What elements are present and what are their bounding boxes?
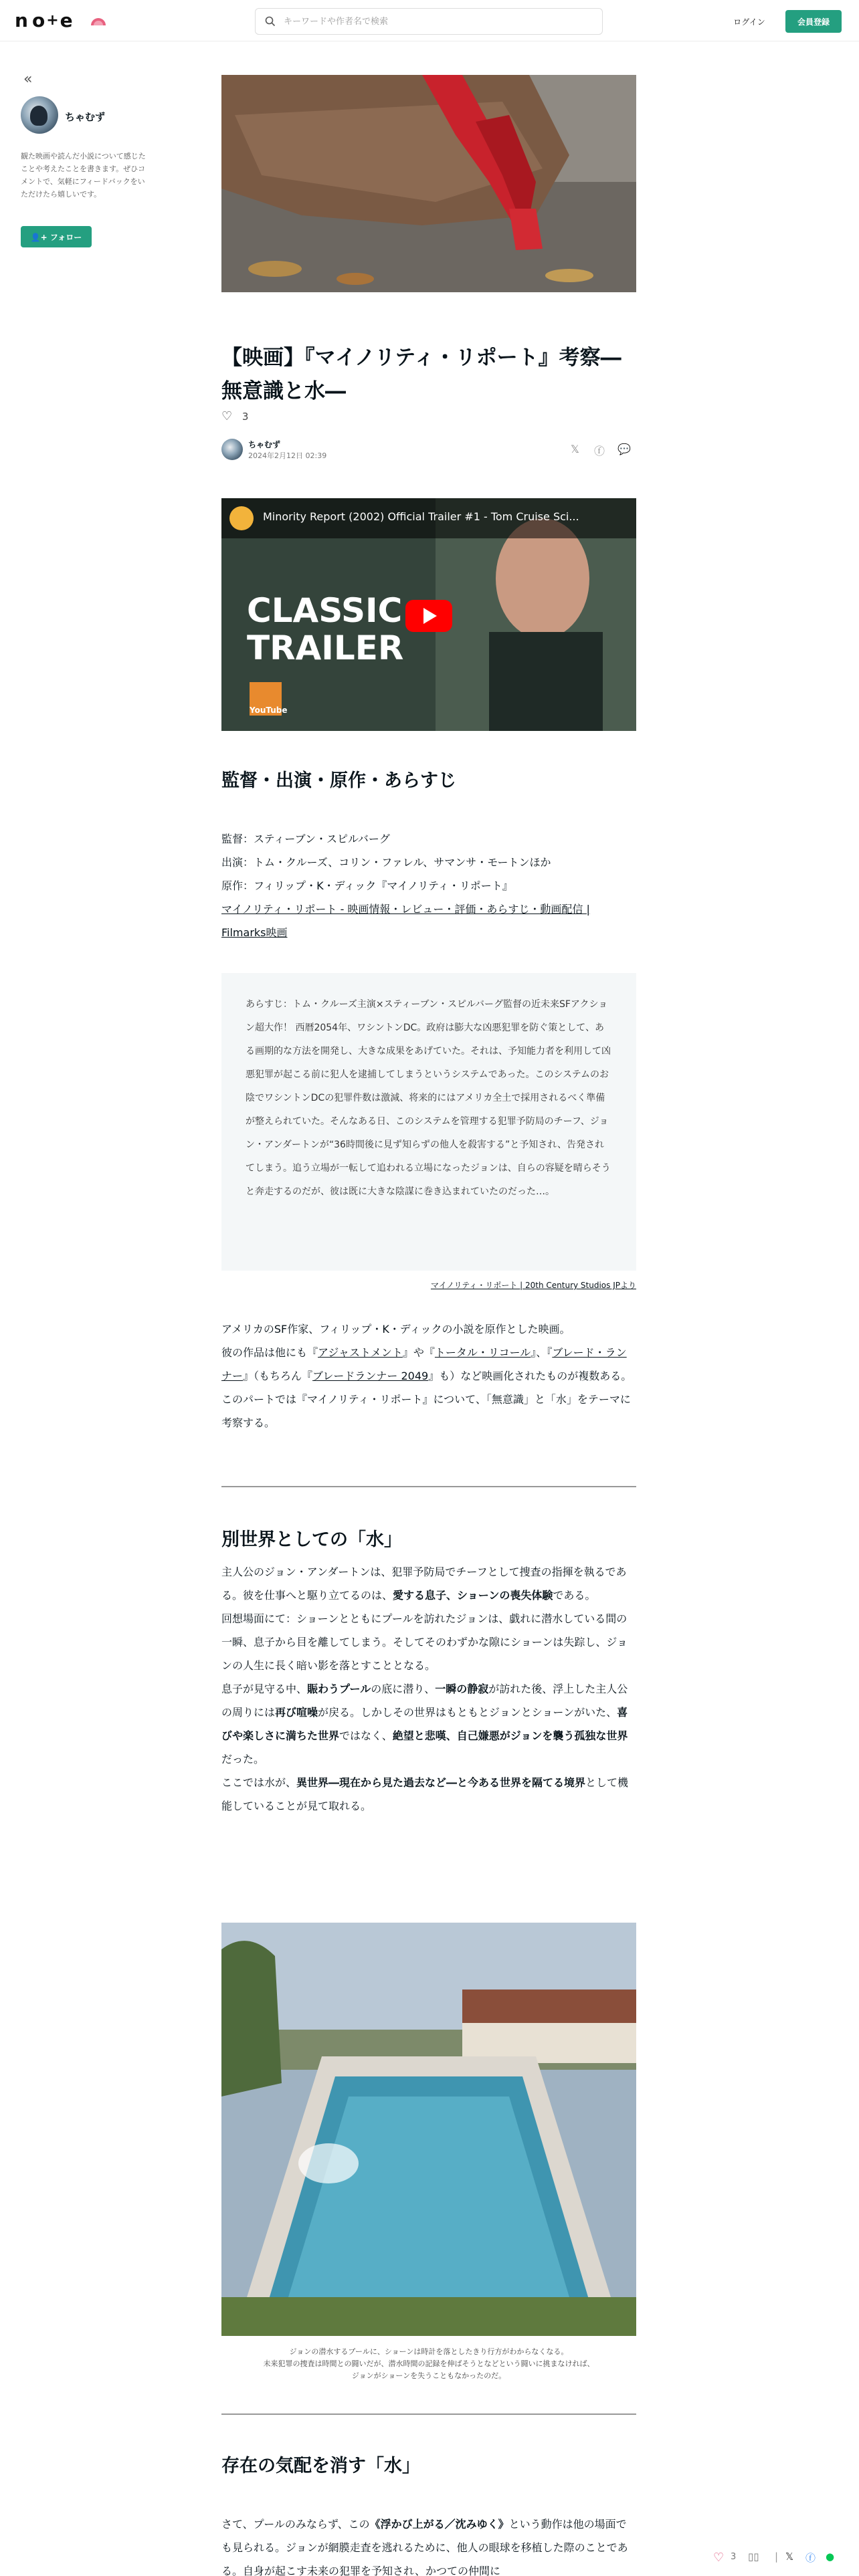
- article-title: 【映画】『マイノリティ・リポート』考察―無意識と水―: [221, 346, 622, 403]
- body-bold: 絶望と悲嘆、自己嫌悪がジョンを襲う孤独な世界: [392, 1729, 628, 1742]
- article-meta: [221, 439, 636, 463]
- creator-name[interactable]: ちゃむず: [65, 111, 106, 123]
- search-box[interactable]: [255, 8, 603, 35]
- floating-action-bar: [708, 2551, 859, 2569]
- synopsis-quote: あらすじ：トム・クルーズ主演×スティーブン・スピルバーグ監督の近未来SFアクション超大作！ 西暦2054年、ワシントンDC。政府は膨大な凶悪犯罪を防ぐ策として、ある画期的な方法を開発し、大きな成果をあげていた。それは、予知能力者を利用して凶悪犯罪が起こる前に犯人を逮捕してしまうというシステムであった。このシステムのお陰でワシントンDCの犯罪件数は激減、将来的にはアメリカ全土で採用されるべく準備が整えられていた。そんなある日、このシステムを管理する犯罪予防局のチーフ、ジョン・アンダートンが“36時間後に見ず知らずの他人を殺害する”と予知され、告発されてしまう。追う立場が一転して追われる立場になったジョンは、自らの容疑を晴らそうと奔走するのだが、彼は既に大きな陰謀に巻き込まれていたのだった…。: [221, 973, 636, 1271]
- collapse-sidebar-icon[interactable]: «: [23, 71, 33, 88]
- like-count[interactable]: 3: [242, 411, 249, 423]
- body-text: 主人公のジョン・アンダートンは、犯罪予防局でチーフとして捜査の指揮を執るである。彼を仕事へと駆り立てるのは、: [221, 1566, 627, 1602]
- youtube-embed[interactable]: [221, 498, 636, 731]
- creator-avatar[interactable]: [21, 96, 58, 134]
- follow-button[interactable]: [21, 226, 92, 247]
- x-share-icon[interactable]: 𝕏: [571, 443, 579, 455]
- body-bold: 賑わうプール: [307, 1683, 371, 1695]
- coat-and-scarf-image: [221, 75, 636, 292]
- publish-date: 2024年2月12日 02:39: [248, 451, 327, 460]
- citation-link[interactable]: マイノリティ・リポート | 20th Century Studios JPより: [430, 1281, 636, 1290]
- add-user-icon: 👤+: [30, 232, 50, 242]
- intro-line1: アメリカのSF作家、フィリップ・K・ディックの小説を原作とした映画。: [221, 1323, 571, 1335]
- link-blade-runner[interactable]: ブレード・ランナー: [221, 1346, 627, 1382]
- pool-image: [221, 1923, 636, 2336]
- signup-button[interactable]: 会員登録: [785, 10, 842, 33]
- body-text: ではなく、: [339, 1729, 393, 1742]
- search-icon: [265, 16, 276, 27]
- credits-original: 原作：フィリップ・K・ディック『マイノリティ・リポート』: [221, 879, 513, 892]
- heart-icon[interactable]: ♡: [713, 2551, 725, 2565]
- link-adjustment[interactable]: アジャストメント: [318, 1346, 403, 1359]
- body-bold: 一瞬の静寂: [435, 1683, 489, 1695]
- line-share-icon[interactable]: ●: [826, 2551, 835, 2563]
- intro-text: 』、『: [531, 1346, 553, 1359]
- pool-caption: [221, 2346, 636, 2382]
- section2-body: [221, 1560, 636, 1818]
- intro-text: 』も）など映画化されたものが複数ある。: [428, 1370, 632, 1382]
- login-button[interactable]: ログイン: [723, 12, 776, 31]
- follow-label: フォロー: [50, 232, 82, 242]
- body-text: だった。: [221, 1753, 265, 1765]
- body-bold: 再び喧噪: [275, 1706, 318, 1719]
- body-bold: 《浮かび上がる／沈みゆく》: [369, 2518, 509, 2531]
- logo-badge-icon: [90, 13, 107, 27]
- caption-line: 未来犯罪の捜査は時間との闘いだが、潜水時間の記録を伸ばそうとなどという闘いに挑まなければ、: [263, 2359, 595, 2368]
- divider: [221, 1486, 636, 1487]
- video-badge-line2: TRAILER: [247, 629, 404, 667]
- body-text: が訪れた後、浮上した主人公の周りには: [221, 1683, 628, 1719]
- body-text: 息子が見守る中、: [221, 1683, 308, 1695]
- like-row: [221, 409, 248, 428]
- intro-text: 』や『: [402, 1346, 435, 1359]
- body-text: である。: [553, 1589, 596, 1602]
- filmarks-link-row: [221, 897, 636, 944]
- swimming-pool-photo: [221, 1923, 636, 2336]
- body-text: の底に潜り、: [371, 1683, 436, 1695]
- youtube-label[interactable]: YouTube: [250, 706, 288, 715]
- section3-body: [221, 2512, 636, 2576]
- body-text: として機能していることが見て取れる。: [221, 1776, 629, 1812]
- video-title[interactable]: Minority Report (2002) Official Trailer #1 - Tom Cruise Sci...: [263, 510, 579, 523]
- body-text: さて、プールのみならず、この: [221, 2518, 370, 2531]
- body-bold: 喜びや楽しさに満ちた世界: [221, 1706, 628, 1742]
- quote-citation: [221, 1279, 636, 1291]
- credits-director: 監督：スティーブン・スピルバーグ: [221, 833, 390, 845]
- author-avatar[interactable]: [221, 439, 243, 460]
- body-bold: 愛する息子、ショーンの喪失体験: [393, 1589, 553, 1602]
- body-text: という動作は他の場面でも見られる。ジョンが網膜走査を逃れるために、他人の眼球を移植した際のことである。自身が起こす未来の犯罪を予知され、かつての仲間に: [221, 2518, 628, 2576]
- facebook-share-icon[interactable]: ⓕ: [594, 445, 605, 457]
- magazine-icon[interactable]: ▯▯: [748, 2551, 759, 2563]
- heart-icon[interactable]: ♡: [221, 409, 233, 423]
- intro-text: 彼の作品は他にも『: [221, 1346, 318, 1359]
- body-text: ここでは水が、: [221, 1776, 297, 1789]
- note-logo[interactable]: n o+e: [15, 9, 74, 31]
- section-heading-credits: 監督・出演・原作・あらすじ: [221, 770, 456, 791]
- line-share-icon[interactable]: 💬: [617, 443, 631, 455]
- x-share-icon[interactable]: 𝕏: [785, 2551, 794, 2563]
- top-header: [0, 0, 859, 41]
- link-blade-runner-2049[interactable]: ブレードランナー 2049: [312, 1370, 429, 1382]
- divider-icon: |: [775, 2551, 779, 2563]
- body-text: 回想場面にて：ショーンとともにプールを訪れたジョンは、戯れに潜水している間の一瞬、息子から目を離してしまう。そしてそのわずかな隙にショーンは失踪し、ジョンの人生に長く暗い影を落とすこととなる。: [221, 1612, 628, 1672]
- body-text: が戻る。しかしその世界はもともとジョンとショーンがいた、: [318, 1706, 617, 1719]
- divider: [221, 2413, 636, 2415]
- hero-image: [221, 75, 636, 292]
- link-total-recall[interactable]: トータル・リコール: [434, 1346, 531, 1359]
- video-badge-line1: CLASSIC: [247, 591, 403, 630]
- body-bold: 異世界―現在から見た過去など―と今ある世界を隔てる境界: [296, 1776, 586, 1789]
- bottom-like-count: 3: [731, 2552, 737, 2562]
- credits-cast: 出演：トム・クルーズ、コリン・ファレル、サマンサ・モートンほか: [221, 856, 551, 869]
- intro-line3: このパートでは『マイノリティ・リポート』について、「無意識」と「水」をテーマに考察する。: [221, 1393, 631, 1429]
- author-name[interactable]: ちゃむず: [248, 440, 281, 449]
- search-input[interactable]: [284, 9, 591, 34]
- caption-line: ジョンの潜水するプールに、ショーンは時計を落としたきり行方がわからなくなる。: [289, 2347, 569, 2356]
- section-heading-water-world: 別世界としての「水」: [221, 1529, 402, 1550]
- creator-bio: 観た映画や読んだ小説について感じたことや考えたことを書きます。ぜひコメントで、気軽にフィードバックをいただけたら嬉しいです。: [21, 152, 146, 199]
- caption-line: ジョンがショーンを失うこともなかったのだ。: [351, 2371, 506, 2380]
- filmarks-link[interactable]: マイノリティ・リポート - 映画情報・レビュー・評価・あらすじ・動画配信 | Filmarks映画: [221, 903, 590, 939]
- intro-text: 』（もちろん『: [243, 1370, 313, 1382]
- facebook-share-icon[interactable]: ⓕ: [805, 2552, 816, 2564]
- intro-paragraph: [221, 1317, 636, 1434]
- section-heading-vanishing-water: 存在の気配を消す「水」: [221, 2456, 420, 2476]
